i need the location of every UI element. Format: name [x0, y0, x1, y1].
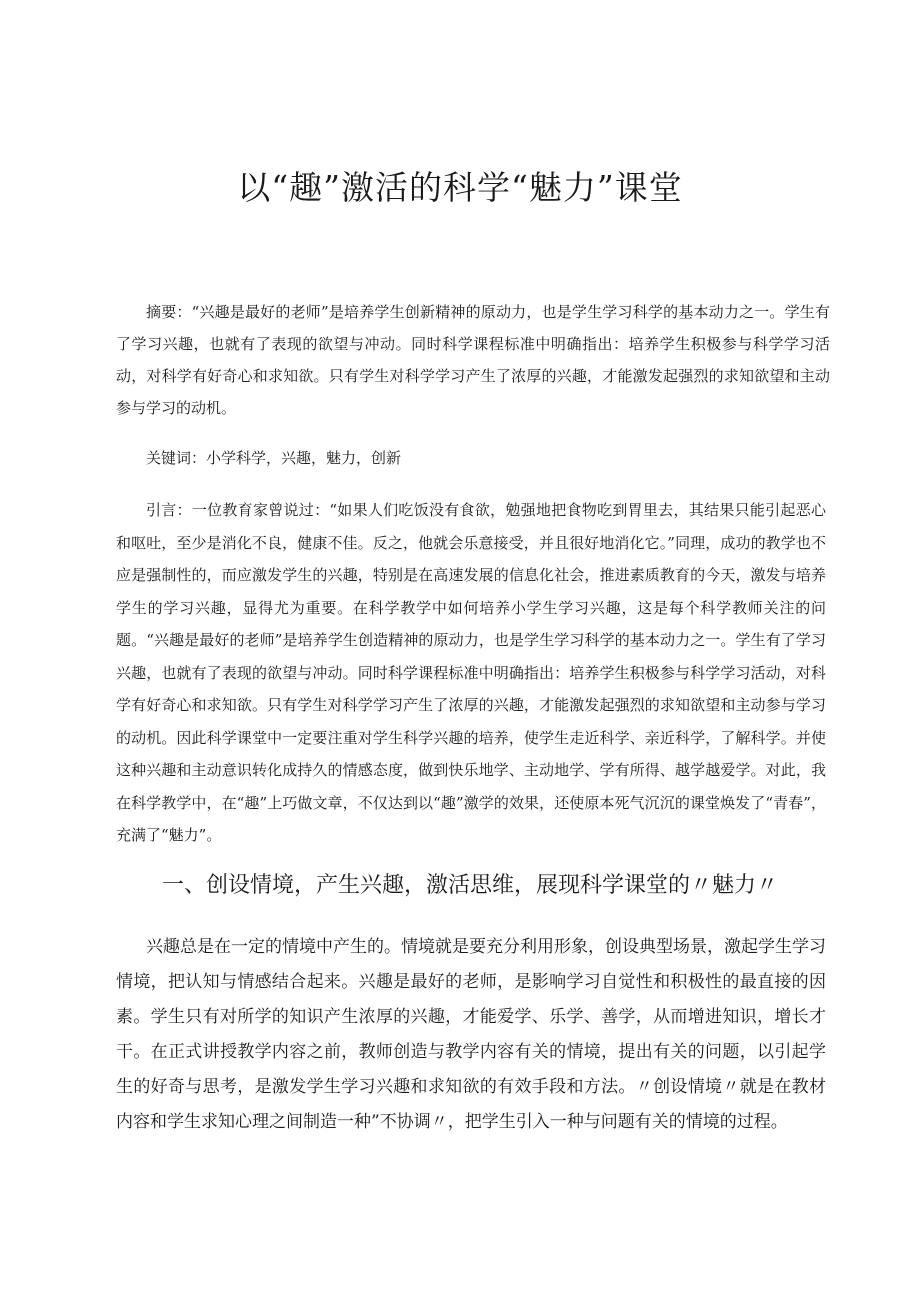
- document-title: 以“趣”激活的科学“魅力”课堂: [237, 168, 683, 207]
- section-heading: 一、创设情境，产生兴趣，激活思维，展现科学课堂的〃魅力〃: [162, 873, 779, 898]
- keywords-paragraph: 关键词：小学科学，兴趣，魅力，创新: [146, 449, 402, 467]
- abstract-paragraph: 摘要：“兴趣是最好的老师”是培养学生创新精神的原动力，也是学生学习科学的基本动力之一。学生有了学习兴趣，也就有了表现的欲望与冲动。同时科学课程标准中明确指出：培养学生积极参与科学学习活动，对科学有好奇心和求知欲。只有学生对科学学习产生了浓厚的兴趣，才能激发起强烈的求知欲望和主动参与学习的动机。: [116, 303, 830, 417]
- introduction-paragraph: 引言：一位教育家曾说过：“如果人们吃饭没有食欲，勉强地把食物吃到胃里去，其结果只能引起恶心和呕吐，至少是消化不良，健康不佳。反之，他就会乐意接受，并且很好地消化它。”同理，成功的教学也不应是强制性的，而应激发学生的兴趣，特别是在高速发展的信息化社会，推进素质教育的今天，激发与培养学生的学习兴趣，显得尤为重要。在科学教学中如何培养小学生学习兴趣，这是每个科学教师关注的问题。“兴趣是最好的老师”是培养学生创造精神的原动力，也是学生学习科学的基本动力之一。学生有了学习兴趣，也就有了表现的欲望与冲动。同时科学课程标准中明确指出：培养学生积极参与科学学习活动，对科学有好奇心和求知欲。只有学生对科学学习产生了浓厚的兴趣，才能激发起强烈的求知欲望和主动参与学习的动机。因此科学课堂中一定要注重对学生科学兴趣的培养，使学生走近科学、亲近科学，了解科学。并使这种兴趣和主动意识转化成持久的情感态度，做到快乐地学、主动地学、学有所得、越学越爱学。对此，我在科学教学中，在“趣”上巧做文章，不仅达到以“趣”激学的效果，还使原本死气沉沉的课堂焕发了“青春”，充满了“魅力”。: [116, 501, 826, 844]
- section-body-paragraph: 兴趣总是在一定的情境中产生的。情境就是要充分利用形象，创设典型场景，激起学生学习情境，把认知与情感结合起来。兴趣是最好的老师，是影响学习自觉性和积极性的最直接的因素。学生只有对所学的知识产生浓厚的兴趣，才能爱学、乐学、善学，从而增进知识，增长才干。在正式讲授教学内容之前，教师创造与教学内容有关的情境，提出有关的问题，以引起学生的好奇与思考，是激发学生学习兴趣和求知欲的有效手段和方法。〃创设情境〃就是在教材内容和学生求知心理之间制造一种”不协调〃，把学生引入一种与问题有关的情境的过程。: [116, 937, 826, 1132]
